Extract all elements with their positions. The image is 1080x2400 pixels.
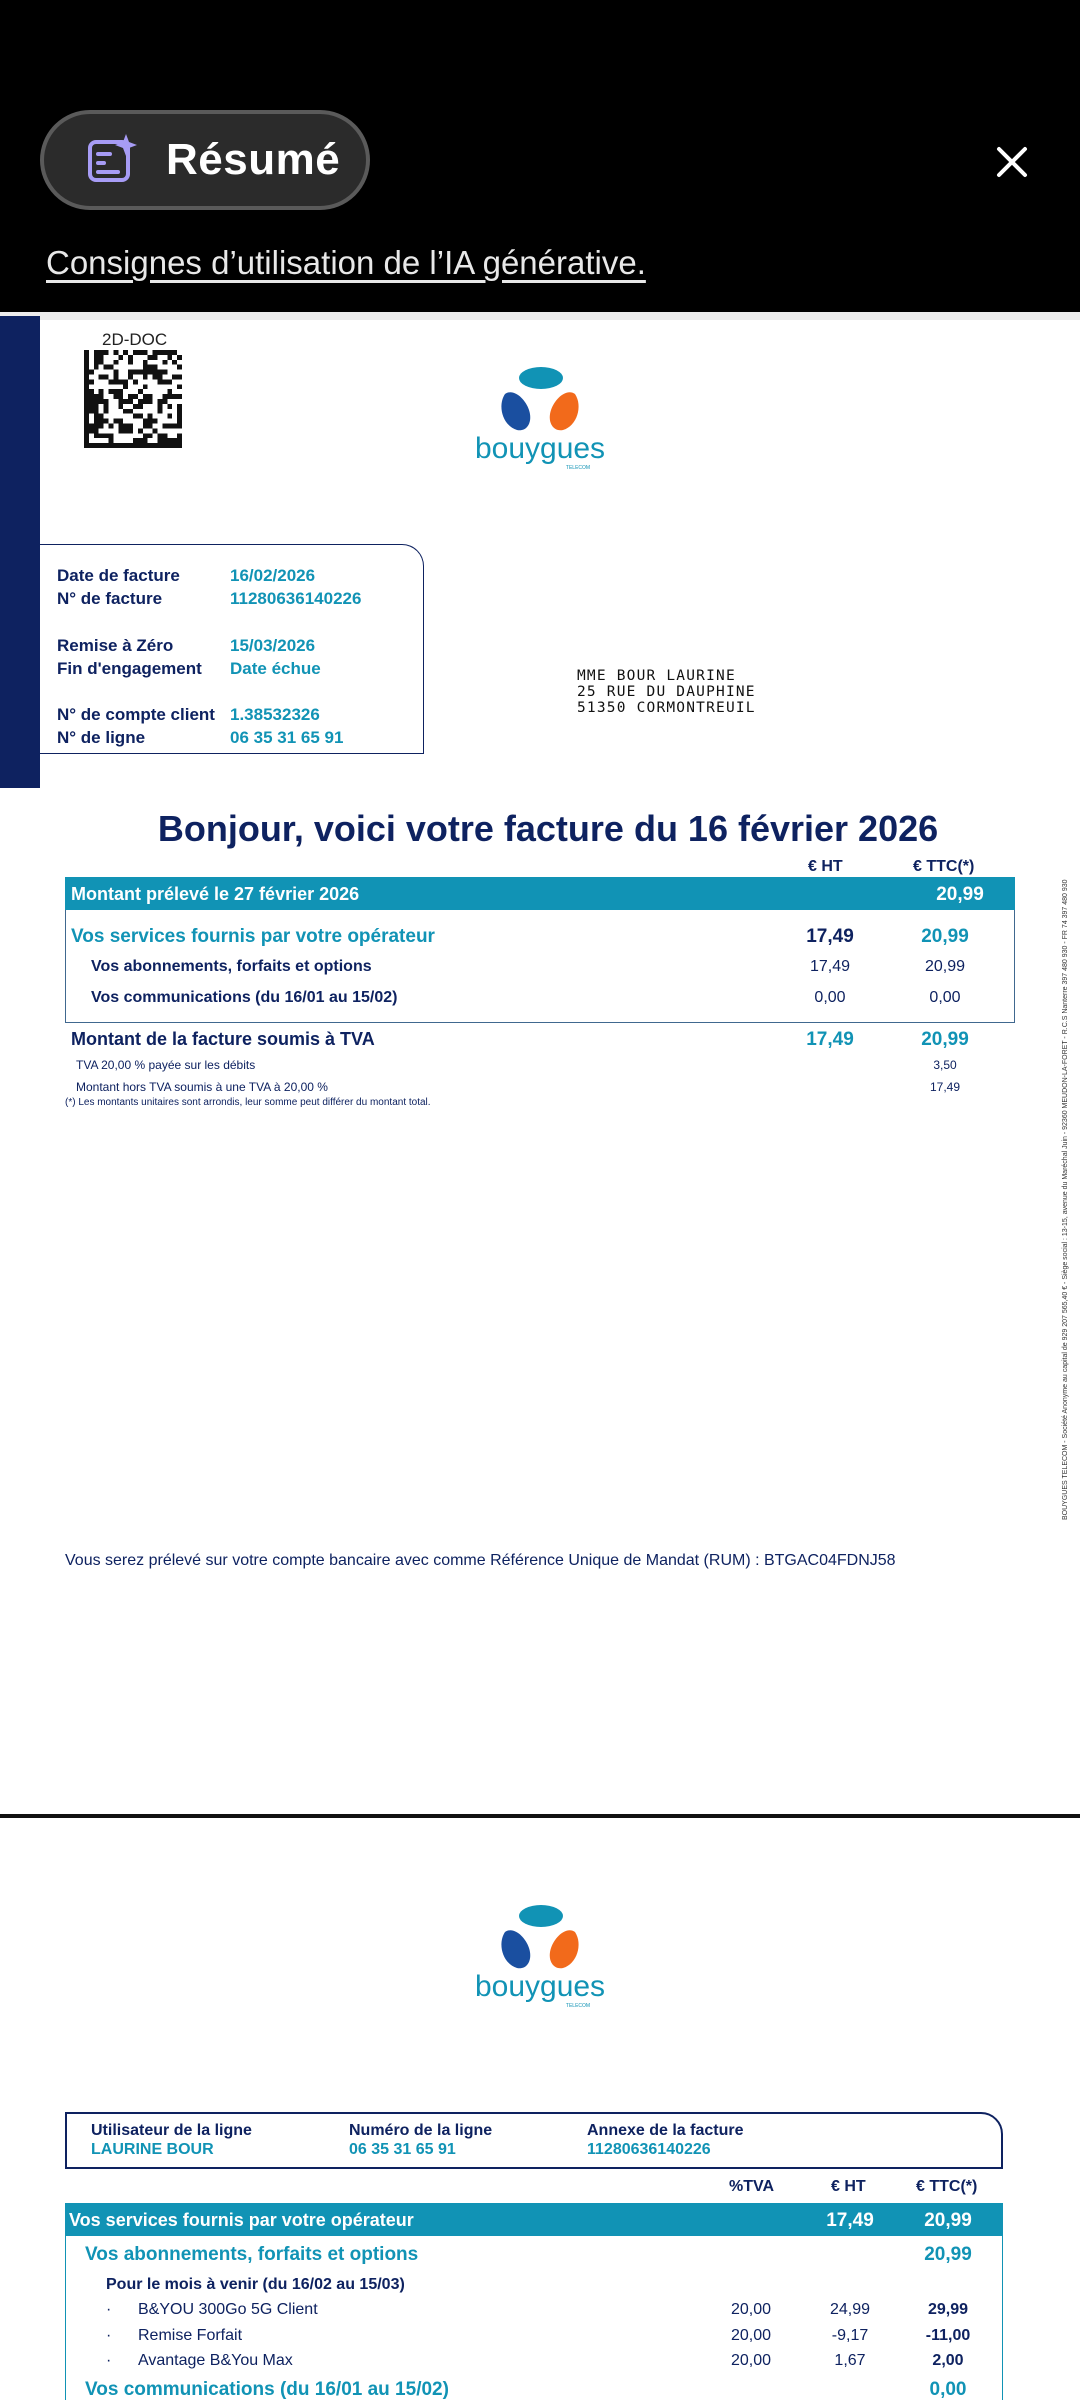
info-value-reset: 15/03/2026 (230, 636, 316, 655)
info-value-commitment: Date échue (230, 659, 321, 678)
charged-amount-band (65, 877, 1015, 910)
row-label-communications: Vos communications (du 16/01 au 15/02) (91, 989, 398, 1006)
services-band-ttc: 20,99 (924, 2210, 972, 2231)
address-line: 51350 CORMONTREUIL (577, 700, 756, 716)
tva-ttc: 20,99 (921, 1029, 969, 1050)
info-label-date: Date de facture (57, 566, 180, 585)
summary-label: Résumé (166, 135, 341, 184)
communications-ttc: 0,00 (929, 2379, 967, 2400)
side-legal-text (1062, 879, 1072, 1520)
address-line: 25 RUE DU DAUPHINE (577, 684, 756, 700)
info-label-invoice-number: N° de facture (57, 589, 163, 608)
month-label: Pour le mois à venir (du 16/02 au 15/03) (106, 2276, 405, 2293)
info-label-reset: Remise à Zéro (57, 636, 174, 655)
row-label-subscriptions: Vos abonnements, forfaits et options (91, 958, 372, 975)
ht-subject-label: Montant hors TVA soumis à une TVA à 20,00 % (76, 1080, 328, 1094)
item-label: Avantage B&You Max (138, 2352, 293, 2369)
charged-label: Montant prélevé le 27 février 2026 (71, 884, 360, 904)
bouygues-logo (475, 366, 605, 476)
services-title: Vos services fournis par votre opérateur (71, 926, 435, 947)
logo-subtext: TELECOM (565, 465, 591, 471)
services-ttc: 20,99 (921, 926, 969, 947)
mandate-reference: Vous serez prélevé sur votre compte bancaire avec comme Référence Unique de Mandat (RUM) : BTGAC04FDNJ58 (65, 1552, 896, 1569)
communications-label: Vos communications (du 16/01 au 15/02) (85, 2379, 449, 2400)
line-number-label: Numéro de la ligne (349, 2122, 493, 2139)
address-line: MME BOUR LAURINE (577, 668, 736, 684)
charged-ttc: 20,99 (936, 884, 984, 905)
item-ht: -9,17 (831, 2327, 869, 2344)
info-label-commitment: Fin d'engagement (57, 659, 202, 678)
column-header-ttc: € TTC(*) (913, 858, 975, 875)
item-bullet: · (106, 2301, 112, 2318)
ai-sparkle-icon (84, 132, 140, 188)
page-divider (0, 1814, 1080, 1818)
services-ht: 17,49 (806, 926, 854, 947)
tva-paid-label: TVA 20,00 % payée sur les débits (76, 1058, 256, 1072)
info-label-account: N° de compte client (57, 705, 215, 724)
logo-wordmark: bouygues (475, 1970, 605, 2003)
annex-label: Annexe de la facture (587, 2122, 744, 2139)
side-legal-line: BOUYGUES TELECOM - Société Anonyme au capital de 929 207 565,40 € - Siège social : 13-15, avenue du Maréchal Juin - 92360 MEUDON-LA-FORET - R.C.S Nanterre 397 480 930 - FR 74 397 480 930 (1062, 879, 1069, 1520)
tva-title: Montant de la facture soumis à TVA (71, 1029, 375, 1049)
item-bullet: · (106, 2352, 112, 2369)
item-bullet: · (106, 2327, 112, 2344)
bouygues-logo (475, 1904, 605, 2014)
row-ht-communications: 0,00 (814, 989, 846, 1006)
row-ttc-subscriptions: 20,99 (924, 958, 966, 975)
column-header-tva: %TVA (729, 2178, 775, 2195)
document-top-border (0, 312, 1080, 320)
item-label: B&YOU 300Go 5G Client (138, 2301, 318, 2318)
item-ttc: 2,00 (932, 2352, 964, 2369)
left-navy-band (0, 316, 40, 788)
close-icon[interactable] (985, 135, 1039, 189)
info-label-line: N° de ligne (57, 728, 146, 747)
user-value: LAURINE BOUR (91, 2141, 214, 2158)
subscriptions-ttc: 20,99 (924, 2244, 972, 2265)
row-ht-subscriptions: 17,49 (809, 958, 851, 975)
ai-guidelines-link[interactable]: Consignes d’utilisation de l’IA générative. (46, 244, 646, 281)
logo-wordmark: bouygues (475, 432, 605, 465)
footnote: (*) Les montants unitaires sont arrondis, leur somme peut différer du montant total. (65, 1097, 431, 1108)
item-ht: 24,99 (829, 2301, 871, 2318)
row-ttc-communications: 0,00 (929, 989, 961, 1006)
item-ttc: 29,99 (927, 2301, 969, 2318)
info-value-invoice-number: 11280636140226 (230, 589, 362, 608)
annex-value: 11280636140226 (587, 2141, 711, 2158)
item-ht: 1,67 (834, 2352, 866, 2369)
item-tva: 20,00 (730, 2327, 772, 2344)
info-value-line: 06 35 31 65 91 (230, 728, 344, 747)
item-tva: 20,00 (730, 2301, 772, 2318)
column-header-ttc: € TTC(*) (916, 2178, 978, 2195)
item-ttc: -11,00 (925, 2327, 971, 2344)
line-number-value: 06 35 31 65 91 (349, 2141, 456, 2158)
tva-paid-value: 3,50 (933, 1058, 957, 1072)
column-header-ht: € HT (808, 858, 843, 875)
info-value-account: 1.38532326 (230, 705, 320, 724)
subscriptions-label: Vos abonnements, forfaits et options (85, 2244, 419, 2265)
tva-ht: 17,49 (806, 1029, 854, 1050)
ht-subject-value: 17,49 (929, 1080, 961, 1094)
info-value-date: 16/02/2026 (230, 566, 316, 585)
logo-subtext: TELECOM (565, 2003, 591, 2009)
qr-label: 2D-DOC (102, 330, 168, 349)
user-label: Utilisateur de la ligne (91, 2122, 252, 2139)
item-tva: 20,00 (730, 2352, 772, 2369)
postal-address (577, 668, 756, 716)
services-band-ht: 17,49 (826, 2210, 874, 2231)
services-band-label: Vos services fournis par votre opérateur (69, 2210, 414, 2230)
column-header-ht: € HT (831, 2178, 866, 2195)
invoice-greeting: Bonjour, voici votre facture du 16 février 2026 (157, 808, 939, 849)
item-label: Remise Forfait (138, 2327, 243, 2344)
ai-summary-topbar (0, 0, 1080, 312)
summary-button[interactable] (40, 110, 370, 210)
2d-doc-barcode (80, 350, 186, 448)
